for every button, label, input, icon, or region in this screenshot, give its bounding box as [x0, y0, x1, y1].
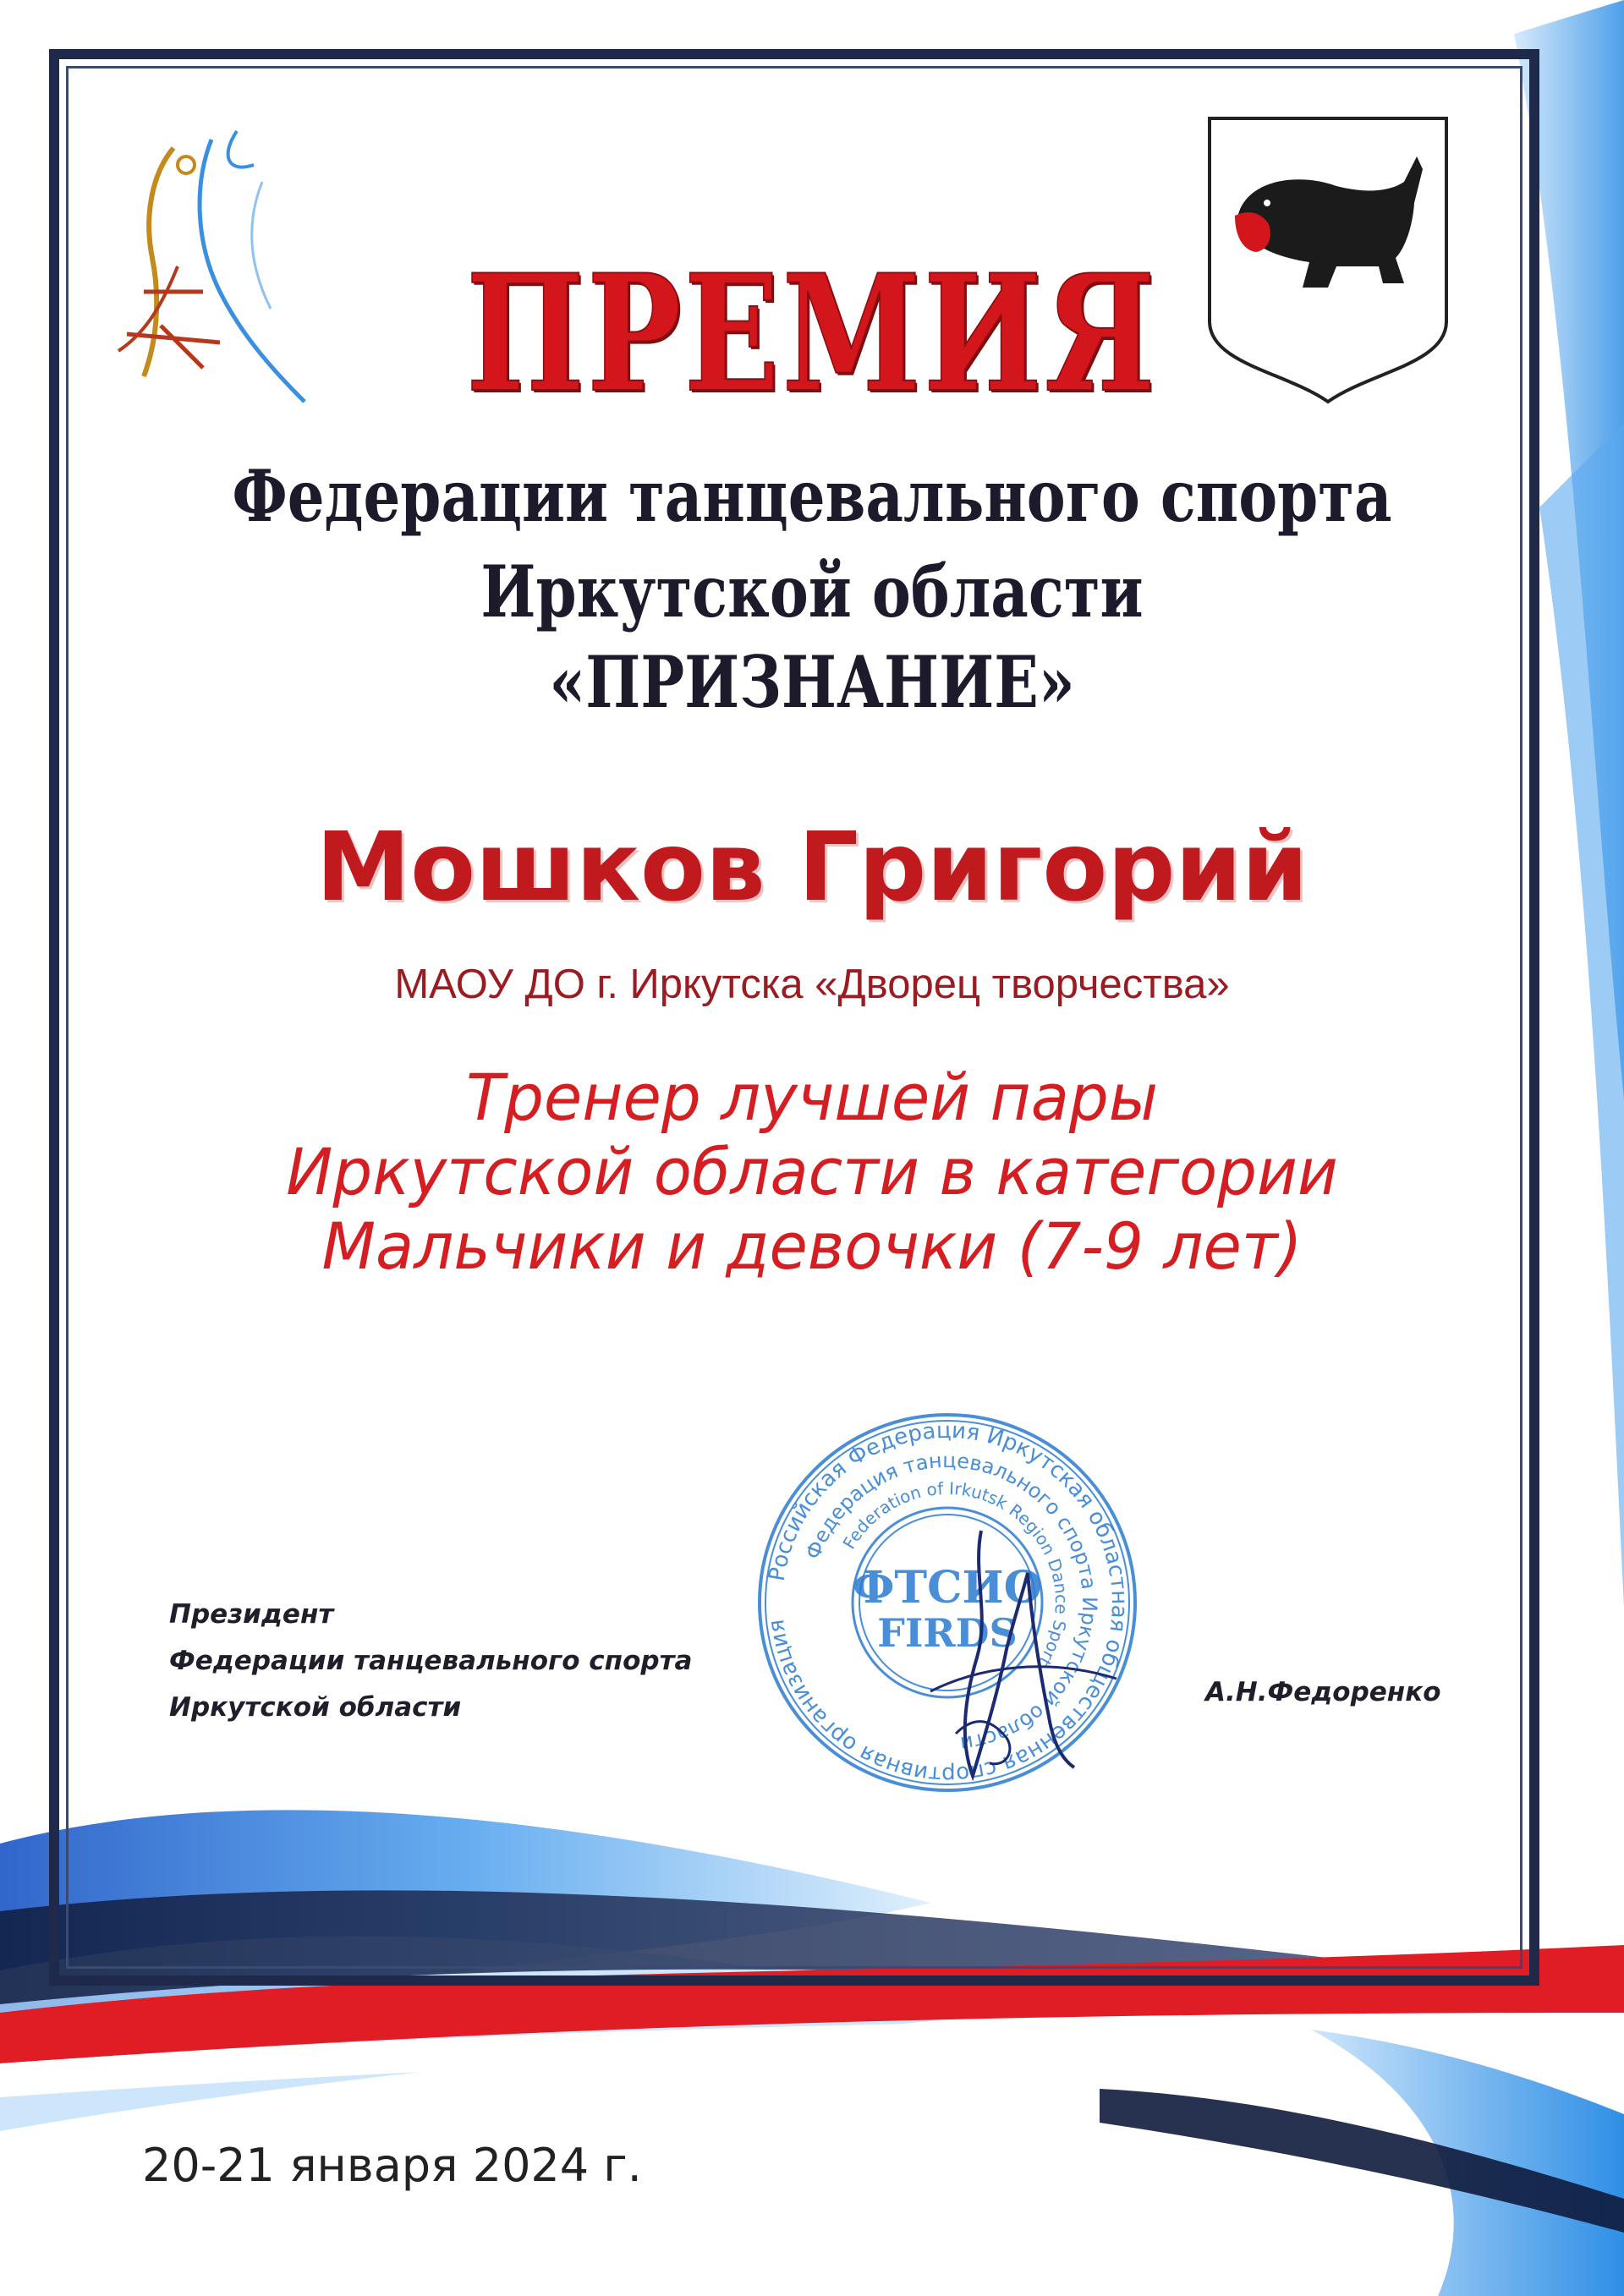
stamp-inner-text: Federation of Irkutsk Region Dance Sport [838, 1477, 1073, 1670]
nomination-line-3: Мальчики и девочки (7-9 лет) [321, 1208, 1303, 1284]
nomination-line-2: Иркутской области в категории [286, 1134, 1338, 1209]
stamp-abbr-en: FIRDS [877, 1610, 1018, 1656]
signatory-title [169, 1592, 692, 1731]
recipient-name: Мошков Григорий [315, 813, 1309, 923]
signatory-title-line-2: Федерации танцевального спорта [169, 1646, 693, 1676]
stamp-middle-text: Федерация танцевального спорта Иркутской области [801, 1448, 1102, 1756]
nomination-line-1: Тренер лучшей пары [466, 1060, 1158, 1135]
recipient-institution: МАОУ ДО г. Иркутска «Дворец творчества» [394, 962, 1230, 1007]
signatory-title-line-1: Президент [169, 1599, 334, 1630]
organization-line-2: Иркутской области [480, 550, 1144, 633]
organization-line-1: Федерации танцевального спорта [232, 454, 1392, 538]
handwritten-signature [880, 1522, 1133, 1801]
signatory-name: А.Н.Федоренко [1205, 1677, 1441, 1707]
award-title: ПРЕМИЯ [466, 239, 1158, 428]
stamp-abbr-ru: ФТСИО [853, 1562, 1042, 1614]
award-date: 20-21 января 2024 г. [142, 2139, 642, 2192]
award-name: «ПРИЗНАНИЕ» [549, 640, 1075, 724]
signatory-title-line-3: Иркутской области [169, 1692, 462, 1723]
stamp-outer-text: Российская Федерация Иркутская областная общественная спортивная организация [763, 1417, 1133, 1788]
